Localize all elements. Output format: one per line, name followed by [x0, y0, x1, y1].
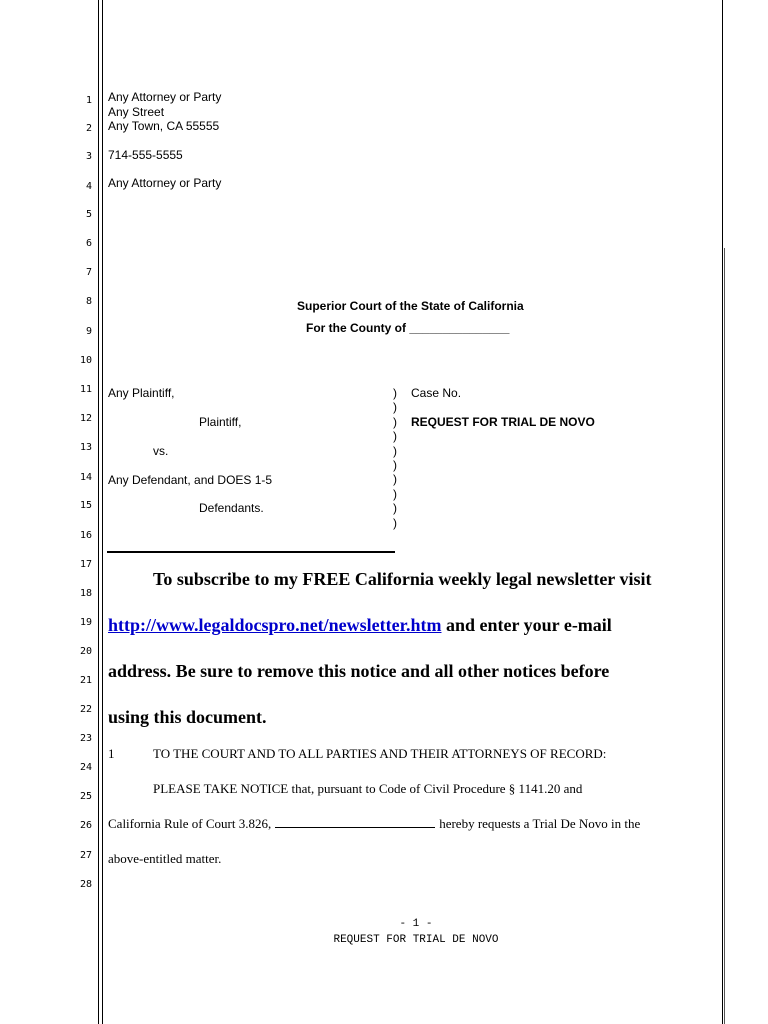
caption-parenthesis-column	[393, 386, 401, 530]
line-number: 17	[79, 559, 92, 570]
line-number: 13	[79, 442, 92, 453]
court-name: Superior Court of the State of California	[297, 299, 524, 313]
attorney-name: Any Attorney or Party	[108, 90, 222, 104]
line-number: 19	[79, 617, 92, 628]
line-number: 2	[85, 123, 92, 134]
attorney-street: Any Street	[108, 105, 165, 119]
caption-parenthesis: )	[393, 386, 397, 400]
caption-parenthesis: )	[393, 414, 397, 429]
left-margin-rule-outer	[98, 0, 99, 1024]
body-line-2-start: California Rule of Court 3.826,	[108, 816, 272, 831]
line-number: 27	[79, 850, 92, 861]
caption-parenthesis: )	[393, 443, 397, 458]
line-number: 11	[79, 384, 92, 395]
line-number: 15	[79, 500, 92, 511]
line-number: 23	[79, 733, 92, 744]
line-number: 5	[85, 209, 92, 220]
line-number: 25	[79, 791, 92, 802]
paragraph-number: 1	[108, 746, 115, 761]
line-number: 8	[85, 296, 92, 307]
newsletter-link[interactable]: http://www.legaldocspro.net/newsletter.htm	[108, 615, 442, 635]
salutation: TO THE COURT AND TO ALL PARTIES AND THEIR ATTORNEYS OF RECORD:	[153, 746, 607, 761]
line-number: 3	[85, 151, 92, 162]
line-number: 21	[79, 675, 92, 686]
body-line-3: above-entitled matter.	[108, 851, 222, 866]
caption-parenthesis: )	[393, 400, 397, 415]
line-number: 6	[85, 238, 92, 249]
left-margin-rule-inner	[102, 0, 103, 1024]
body-line-1: PLEASE TAKE NOTICE that, pursuant to Code of Civil Procedure § 1141.20 and	[153, 781, 583, 796]
footer-page-number: - 1 -	[399, 918, 433, 930]
caption-parenthesis: )	[393, 429, 397, 444]
line-number: 1	[85, 95, 92, 106]
notice-line-2	[108, 615, 718, 636]
caption-underline	[107, 551, 395, 553]
line-number: 24	[79, 762, 92, 773]
caption-plaintiff: Any Plaintiff,	[108, 386, 175, 400]
right-margin-rule	[722, 0, 723, 1024]
line-number: 28	[79, 879, 92, 890]
notice-line-3: address. Be sure to remove this notice and all other notices before	[108, 661, 610, 681]
line-number: 4	[85, 181, 92, 192]
caption-plaintiff-role: Plaintiff,	[199, 415, 242, 429]
caption-parenthesis: )	[393, 457, 397, 472]
caption-versus: vs.	[153, 444, 169, 458]
caption-parenthesis: )	[393, 472, 397, 487]
notice-line-2-rest: and enter your e-mail	[441, 615, 612, 635]
footer-title: REQUEST FOR TRIAL DE NOVO	[333, 934, 499, 946]
caption-parenthesis: )	[393, 515, 397, 530]
attorney-city: Any Town, CA 55555	[108, 119, 220, 133]
line-number: 14	[79, 472, 92, 483]
right-margin-rule-shadow	[724, 248, 725, 1024]
line-number: 12	[79, 413, 92, 424]
court-county: For the County of _______________	[306, 321, 510, 335]
attorney-for-party: Any Attorney or Party	[108, 176, 222, 190]
line-number: 26	[79, 820, 92, 831]
line-number: 16	[79, 530, 92, 541]
line-number: 20	[79, 646, 92, 657]
notice-line-4: using this document.	[108, 707, 267, 727]
requesting-party-blank	[275, 816, 435, 828]
document-title: REQUEST FOR TRIAL DE NOVO	[411, 415, 595, 429]
line-number: 10	[79, 355, 92, 366]
line-number: 9	[85, 326, 92, 337]
line-number: 7	[85, 267, 92, 278]
case-number-label: Case No.	[411, 386, 462, 400]
body-line-2	[108, 816, 640, 832]
caption-defendant-role: Defendants.	[199, 501, 264, 515]
line-number: 18	[79, 588, 92, 599]
caption-parenthesis: )	[393, 486, 397, 501]
notice-line-1: To subscribe to my FREE California weekly legal newsletter visit	[153, 569, 652, 589]
caption-defendant: Any Defendant, and DOES 1-5	[108, 473, 273, 487]
attorney-phone: 714-555-5555	[108, 148, 183, 162]
body-line-2-end: hereby requests a Trial De Novo in the	[439, 816, 641, 831]
line-number: 22	[79, 704, 92, 715]
caption-parenthesis: )	[393, 501, 397, 516]
